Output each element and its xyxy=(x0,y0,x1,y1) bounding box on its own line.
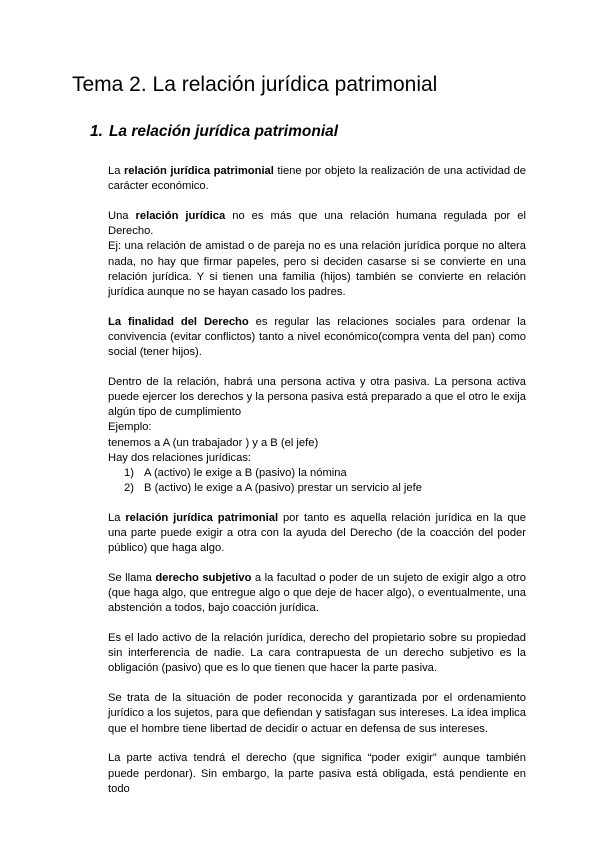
text-span: tiene por objeto la realización de una actividad de carácter económico. xyxy=(108,165,526,193)
bold-term: relación jurídica xyxy=(135,209,226,222)
list-item xyxy=(124,466,526,481)
list-item xyxy=(124,481,526,496)
text-span: no es más que una relación humana regulada por el Derecho. xyxy=(108,209,526,238)
text-span: a la facultad o poder de un sujeto de exigir algo a otro (que haga algo, que entregue algo o que deje de hacer algo), o eventualmente, una abstención a todos, bajo coacción jurídica. xyxy=(108,571,526,615)
paragraph-6 xyxy=(108,571,526,617)
paragraph-2-example: Ej: una relación de amistad o de pareja no es una relación jurídica porque no altera nada, no hay que firmar papeles, pero si deciden casarse si se convierte en una relación jurídica. Y si tienen una familia (hijos) también se convierte en relación jurídica aunque no se hayan casado los padres. xyxy=(108,240,526,298)
paragraph-7: Es el lado activo de la relación jurídica, derecho del propietario sobre su propiedad sin interferencia de nadie. La cara contrapuesta de un derecho subjetivo es la obligación (pasivo) que es lo que tienen que hacer la parte pasiva. xyxy=(108,632,526,675)
bold-term: relación jurídica patrimonial xyxy=(125,511,279,524)
text-span: por tanto es aquella relación jurídica en la que una parte puede exigir a otra con la ayuda del Derecho (de la coacción del poder público) que haga algo. xyxy=(108,511,526,555)
text-span: La xyxy=(108,165,124,177)
document-body xyxy=(108,164,526,797)
text-span: La xyxy=(108,511,126,524)
paragraph-2 xyxy=(108,209,526,239)
section-heading xyxy=(90,122,338,142)
bold-term: relación jurídica patrimonial xyxy=(123,165,274,177)
example-label: Ejemplo: xyxy=(108,421,152,434)
bold-term: derecho subjetivo xyxy=(155,571,252,584)
list-number: 1) xyxy=(124,466,134,479)
text-span: Una xyxy=(108,209,136,222)
list-text: A (activo) le exige a B (pasivo) la nómina xyxy=(144,466,347,479)
paragraph-4: Dentro de la relación, habrá una persona activa y otra pasiva. La persona activa puede ejercer los derechos y la persona pasiva está preparado a que el otro le exija algún tipo de cumplimiento xyxy=(108,375,526,419)
relations-intro: Hay dos relaciones jurídicas: xyxy=(108,451,252,464)
paragraph-3 xyxy=(108,315,526,361)
example-line: tenemos a A (un trabajador ) y a B (el jefe) xyxy=(108,436,319,449)
relations-list xyxy=(108,466,526,496)
list-text: B (activo) le exige a A (pasivo) prestar un servicio al jefe xyxy=(144,482,422,495)
section-number: 1. xyxy=(90,123,103,140)
list-number: 2) xyxy=(124,482,134,495)
section-title: La relación jurídica patrimonial xyxy=(108,123,339,140)
paragraph-1 xyxy=(108,164,526,194)
paragraph-5 xyxy=(108,511,526,557)
paragraph-9: La parte activa tendrá el derecho (que significa “poder exigir” aunque también puede perdonar). Sin embargo, la parte pasiva está obligada, está pendiente en todo xyxy=(108,752,526,795)
page-title: Tema 2. La relación jurídica patrimonial xyxy=(72,73,438,96)
text-span: Se llama xyxy=(108,571,156,584)
bold-term: La finalidad del Derecho xyxy=(108,315,249,328)
text-span: es regular las relaciones sociales para ordenar la convivencia (evitar conflictos) tanto a nivel económico(compra venta del pan) como social (tener hijos). xyxy=(108,315,526,359)
paragraph-8: Se trata de la situación de poder reconocida y garantizada por el ordenamiento jurídico a los sujetos, para que defiendan y satisfagan sus intereses. La idea implica que el hombre tiene libertad de decidir o actuar en defensa de sus intereses. xyxy=(108,692,526,735)
